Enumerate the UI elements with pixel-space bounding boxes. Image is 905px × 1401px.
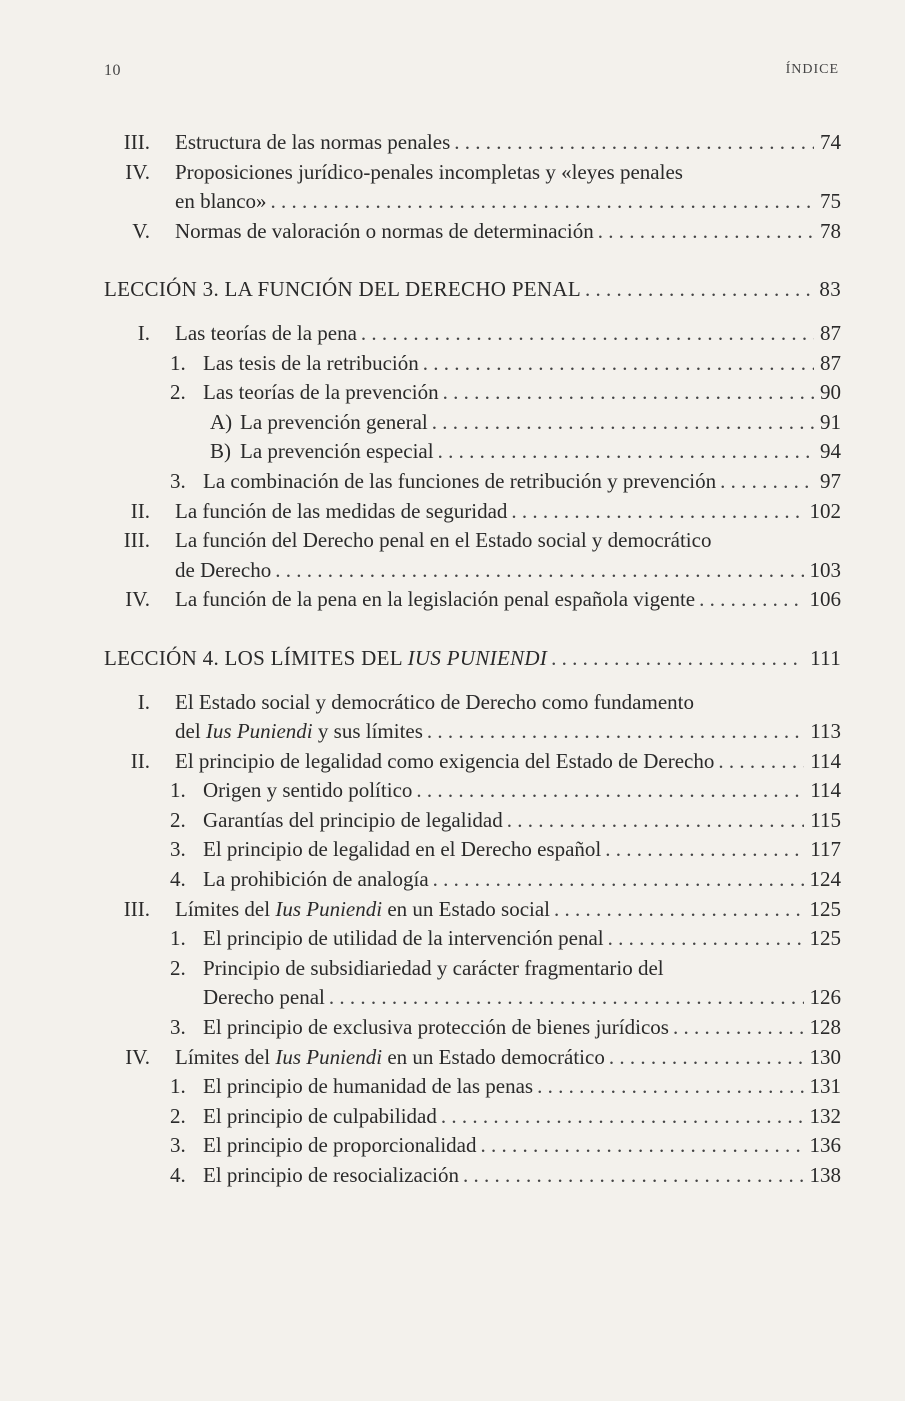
- toc-entry-continuation[interactable]: [0, 717, 905, 747]
- dot-leader: [537, 1072, 803, 1102]
- toc-entry[interactable]: [0, 776, 905, 806]
- title-part: en un Estado social: [382, 896, 551, 921]
- entry-title: Estructura de las normas penales: [175, 130, 451, 154]
- dot-leader: [432, 408, 814, 438]
- entry-title: [175, 1043, 605, 1073]
- dot-leader: [507, 806, 805, 836]
- entry-title: El principio de utilidad de la intervención penal: [203, 926, 604, 951]
- dot-leader: [443, 378, 814, 408]
- dot-leader: [427, 717, 804, 747]
- toc-entry[interactable]: [0, 924, 905, 954]
- dot-leader: [598, 217, 814, 247]
- dot-leader: [275, 556, 803, 586]
- dot-leader: [416, 776, 804, 806]
- entry-number: 2.: [170, 1103, 186, 1128]
- toc-entry-continuation[interactable]: [0, 983, 905, 1013]
- entry-page: 102: [809, 498, 841, 523]
- toc-entry-continuation[interactable]: [0, 556, 905, 586]
- dot-leader: [609, 1043, 804, 1073]
- dot-leader: [718, 747, 804, 777]
- toc-entry[interactable]: [0, 1102, 905, 1132]
- entry-title: [175, 895, 550, 925]
- entry-title: Proposiciones jurídico-penales incompletas y «leyes penales: [175, 159, 683, 184]
- entry-page: 114: [810, 748, 841, 773]
- entry-page: 87: [820, 350, 841, 375]
- entry-title-continuation: de Derecho: [175, 557, 272, 582]
- toc-entry[interactable]: [0, 128, 905, 158]
- table-of-contents: [0, 128, 905, 1191]
- toc-entry[interactable]: [0, 585, 905, 615]
- toc-entry[interactable]: [0, 835, 905, 865]
- entry-page: 78: [820, 218, 841, 243]
- toc-entry[interactable]: [0, 688, 905, 718]
- entry-page: 83: [819, 277, 841, 302]
- entry-page: 114: [810, 778, 841, 803]
- toc-entry[interactable]: [0, 806, 905, 836]
- title-part: del: [175, 719, 206, 744]
- entry-page: 126: [809, 985, 841, 1010]
- dot-leader: [463, 1161, 804, 1191]
- entry-number: 1.: [170, 926, 186, 951]
- entry-number: 3.: [170, 1133, 186, 1158]
- toc-entry-continuation[interactable]: [0, 187, 905, 217]
- toc-entry[interactable]: [0, 1072, 905, 1102]
- entry-page: 125: [809, 926, 841, 951]
- entry-title-continuation: en blanco»: [175, 189, 267, 214]
- entry-number: V.: [132, 218, 150, 243]
- entry-page: 115: [810, 807, 841, 832]
- entry-page: 91: [820, 409, 841, 434]
- entry-title: Principio de subsidiariedad y carácter fragmentario del: [203, 955, 664, 980]
- entry-title-continuation: [175, 717, 423, 747]
- entry-number: 4.: [170, 867, 186, 892]
- title-italic: Ius Puniendi: [275, 1044, 383, 1069]
- toc-entry[interactable]: [0, 1161, 905, 1191]
- toc-entry[interactable]: [0, 319, 905, 349]
- entry-page: 103: [809, 557, 841, 582]
- entry-number: B): [210, 439, 231, 464]
- entry-number: III.: [123, 130, 150, 154]
- title-part: Límites del: [175, 1044, 276, 1069]
- page-number: 10: [104, 62, 121, 79]
- toc-entry[interactable]: [0, 408, 905, 438]
- toc-entry[interactable]: [0, 217, 905, 247]
- entry-title: Las tesis de la retribución: [203, 350, 419, 375]
- entry-title: La prevención especial: [240, 439, 434, 464]
- entry-number: III.: [123, 896, 150, 921]
- toc-entry[interactable]: [0, 954, 905, 984]
- lesson-heading-3[interactable]: [0, 275, 905, 305]
- entry-title: La función de la pena en la legislación penal española vigente: [175, 587, 696, 612]
- title-italic: Ius Puniendi: [205, 719, 313, 744]
- dot-leader: [673, 1013, 804, 1043]
- entry-title: El principio de humanidad de las penas: [203, 1074, 534, 1099]
- entry-number: II.: [130, 498, 150, 523]
- entry-number: 1.: [170, 778, 186, 803]
- entry-title: Las teorías de la pena: [175, 320, 357, 345]
- entry-number: A): [210, 409, 233, 434]
- entry-title: El principio de exclusiva protección de bienes jurídicos: [203, 1015, 669, 1040]
- dot-leader: [608, 924, 804, 954]
- title-part: y sus límites: [312, 719, 423, 744]
- entry-title: La prohibición de analogía: [203, 867, 429, 892]
- dot-leader: [720, 467, 814, 497]
- lesson-heading-4[interactable]: [0, 644, 905, 674]
- dot-leader: [361, 319, 814, 349]
- toc-entry[interactable]: [0, 526, 905, 556]
- toc-entry[interactable]: [0, 747, 905, 777]
- toc-entry[interactable]: [0, 349, 905, 379]
- entry-number: IV.: [125, 1044, 150, 1069]
- entry-page: 90: [820, 380, 841, 405]
- dot-leader: [481, 1131, 804, 1161]
- entry-number: IV.: [125, 587, 150, 612]
- entry-number: III.: [123, 528, 150, 553]
- dot-leader: [423, 349, 814, 379]
- toc-entry[interactable]: [0, 467, 905, 497]
- dot-leader: [554, 895, 803, 925]
- toc-entry[interactable]: [0, 437, 905, 467]
- dot-leader: [433, 865, 804, 895]
- toc-entry[interactable]: [0, 497, 905, 527]
- dot-leader: [329, 983, 804, 1013]
- entry-page: 132: [809, 1103, 841, 1128]
- toc-entry[interactable]: [0, 1131, 905, 1161]
- entry-title: La función del Derecho penal en el Estado social y democrático: [175, 528, 712, 553]
- entry-number: I.: [137, 689, 150, 714]
- entry-title: El principio de legalidad como exigencia del Estado de Derecho: [175, 748, 715, 773]
- entry-number: 1.: [170, 350, 186, 375]
- entry-number: 2.: [170, 955, 186, 980]
- entry-page: 131: [809, 1074, 841, 1099]
- lesson-title-italic: IUS PUNIENDI: [407, 645, 548, 670]
- lesson-title: [104, 644, 547, 674]
- entry-title: El principio de culpabilidad: [203, 1103, 437, 1128]
- entry-page: 94: [820, 439, 841, 464]
- entry-page: 87: [820, 320, 841, 345]
- entry-number: 2.: [170, 807, 186, 832]
- toc-entry[interactable]: [0, 158, 905, 188]
- entry-title: Las teorías de la prevención: [203, 380, 439, 405]
- running-head: [104, 62, 839, 80]
- entry-title: El principio de proporcionalidad: [203, 1133, 477, 1158]
- toc-entry[interactable]: [0, 1043, 905, 1073]
- dot-leader: [699, 585, 803, 615]
- dot-leader: [271, 187, 814, 217]
- entry-title: Garantías del principio de legalidad: [203, 807, 503, 832]
- entry-page: 128: [809, 1015, 841, 1040]
- entry-title: El principio de resocialización: [203, 1163, 459, 1187]
- running-title: ÍNDICE: [785, 62, 839, 77]
- entry-title: La combinación de las funciones de retribución y prevención: [203, 468, 717, 493]
- entry-page: 111: [810, 645, 841, 670]
- toc-entry[interactable]: [0, 865, 905, 895]
- entry-number: 3.: [170, 468, 186, 493]
- entry-number: 3.: [170, 837, 186, 862]
- entry-page: 138: [809, 1163, 841, 1187]
- toc-entry[interactable]: [0, 1013, 905, 1043]
- entry-page: 106: [809, 587, 841, 612]
- entry-title: Origen y sentido político: [203, 778, 413, 803]
- entry-page: 113: [810, 719, 841, 744]
- dot-leader: [511, 497, 803, 527]
- entry-title: La prevención general: [240, 409, 428, 434]
- entry-number: 2.: [170, 380, 186, 405]
- entry-page: 136: [809, 1133, 841, 1158]
- entry-number: IV.: [125, 159, 150, 184]
- entry-page: 125: [809, 896, 841, 921]
- title-part: Límites del: [175, 896, 276, 921]
- lesson-title-part: LECCIÓN 4. LOS LÍMITES DEL: [104, 645, 408, 670]
- entry-title: Normas de valoración o normas de determinación: [175, 218, 594, 243]
- entry-title: El Estado social y democrático de Derecho como fundamento: [175, 689, 694, 714]
- title-part: en un Estado democrático: [382, 1044, 605, 1069]
- dot-leader: [454, 128, 814, 158]
- title-italic: Ius Puniendi: [275, 896, 383, 921]
- toc-entry[interactable]: [0, 895, 905, 925]
- entry-number: 1.: [170, 1074, 186, 1099]
- entry-number: II.: [130, 748, 150, 773]
- entry-page: 124: [809, 867, 841, 892]
- entry-page: 117: [810, 837, 841, 862]
- entry-number: 3.: [170, 1015, 186, 1040]
- dot-leader: [438, 437, 814, 467]
- entry-page: 97: [820, 468, 841, 493]
- dot-leader: [585, 275, 813, 305]
- entry-number: I.: [137, 320, 150, 345]
- lesson-title: LECCIÓN 3. LA FUNCIÓN DEL DERECHO PENAL: [104, 277, 581, 302]
- dot-leader: [605, 835, 804, 865]
- dot-leader: [551, 644, 804, 674]
- entry-page: 130: [809, 1044, 841, 1069]
- toc-entry[interactable]: [0, 378, 905, 408]
- entry-page: 74: [820, 130, 841, 154]
- entry-number: 4.: [170, 1163, 186, 1187]
- entry-title: La función de las medidas de seguridad: [175, 498, 508, 523]
- entry-page: 75: [820, 189, 841, 214]
- dot-leader: [441, 1102, 804, 1132]
- entry-title-continuation: Derecho penal: [203, 985, 325, 1010]
- entry-title: El principio de legalidad en el Derecho español: [203, 837, 602, 862]
